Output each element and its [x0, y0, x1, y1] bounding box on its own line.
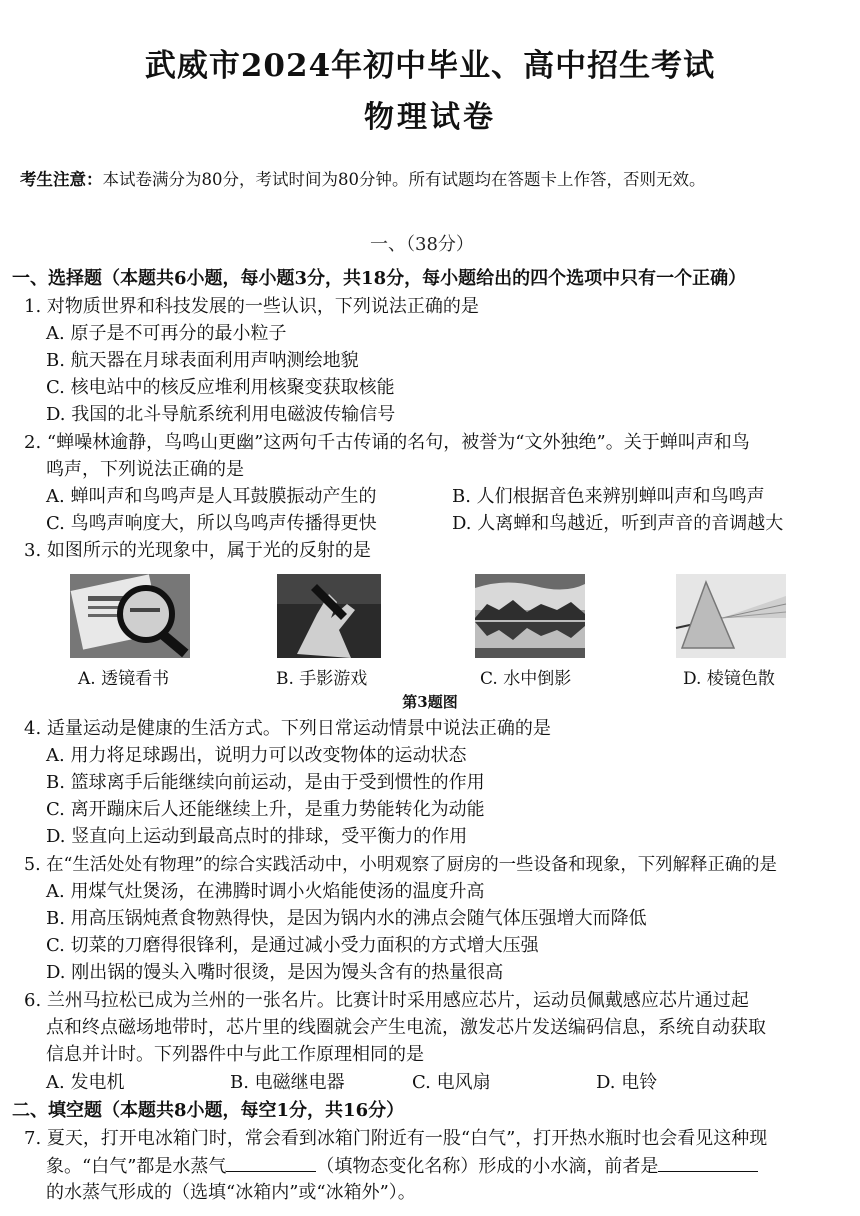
- figure-b-caption: B. 手影游戏: [276, 669, 368, 689]
- q7-line1: 7. 夏天，打开电冰箱门时，常会看到冰箱门附近有一股“白气”，打开热水瓶时也会看见这种现: [24, 1128, 768, 1149]
- figure-a-lens-photo: [70, 574, 190, 658]
- q2-option-b: B. 人们根据音色来辨别蝉叫声和鸟鸣声: [452, 486, 765, 507]
- q1-stem: 1. 对物质世界和科技发展的一些认识，下列说法正确的是: [24, 296, 479, 317]
- q4-option-c: C. 离开蹦床后人还能继续上升，是重力势能转化为动能: [46, 799, 485, 820]
- q6-option-a: A. 发电机: [46, 1072, 125, 1093]
- q4-option-d: D. 竖直向上运动到最高点时的排球，受平衡力的作用: [46, 826, 468, 847]
- notice-label: 考生注意：: [20, 170, 103, 189]
- q7-line2-part2: （填物态变化名称）形成的小水滴，前者是: [316, 1156, 659, 1177]
- q7-line3: 的水蒸气形成的（选填“冰箱内”或“冰箱外”）。: [46, 1182, 416, 1203]
- exam-title: 武威市2024年初中毕业、高中招生考试: [144, 48, 716, 84]
- q6-stem-line1: 6. 兰州马拉松已成为兰州的一张名片。比赛计时采用感应芯片，运动员佩戴感应芯片通过起: [24, 990, 749, 1011]
- q5-option-a: A. 用煤气灶煲汤，在沸腾时调小火焰能使汤的温度升高: [46, 881, 485, 902]
- q5-option-d: D. 刚出锅的馒头入嘴时很烫，是因为馒头含有的热量很高: [46, 962, 504, 983]
- q5-option-b: B. 用高压锅炖煮食物熟得快，是因为锅内水的沸点会随气体压强增大而降低: [46, 908, 647, 929]
- figure-d-prism-photo: [676, 574, 786, 658]
- q1-option-d: D. 我国的北斗导航系统利用电磁波传输信号: [46, 404, 396, 425]
- q6-stem-line2: 点和终点磁场地带时，芯片里的线圈就会产生电流，激发芯片发送编码信息，系统自动获取: [46, 1017, 766, 1038]
- figure-d-caption: D. 棱镜色散: [683, 669, 775, 689]
- q6-option-d: D. 电铃: [596, 1072, 658, 1093]
- exam-notice: [20, 166, 706, 190]
- figure-b-hand-shadow-photo: [277, 574, 381, 658]
- figure-c-water-reflection-photo: [475, 574, 585, 658]
- figure-caption: 第3题图: [402, 693, 458, 711]
- q2-option-d: D. 人离蝉和鸟越近，听到声音的音调越大: [452, 513, 784, 534]
- q4-option-a: A. 用力将足球踢出，说明力可以改变物体的运动状态: [46, 745, 467, 766]
- q1-option-a: A. 原子是不可再分的最小粒子: [46, 323, 287, 344]
- cut-off-heading: 一、（38分）: [370, 234, 474, 255]
- q7-line2: [46, 1153, 758, 1180]
- section1-heading: 一、选择题（本题共6小题，每小题3分，共18分，每小题给出的四个选项中只有一个正确）: [12, 268, 747, 289]
- q4-stem: 4. 适量运动是健康的生活方式。下列日常运动情景中说法正确的是: [24, 718, 551, 739]
- q3-stem: 3. 如图所示的光现象中，属于光的反射的是: [24, 540, 371, 561]
- q5-option-c: C. 切菜的刀磨得很锋利，是通过减小受力面积的方式增大压强: [46, 935, 539, 956]
- q5-stem: 5. 在“生活处处有物理”的综合实践活动中，小明观察了厨房的一些设备和现象，下列解释正确的是: [24, 855, 777, 875]
- q6-option-c: C. 电风扇: [412, 1072, 491, 1093]
- q2-option-c: C. 鸟鸣声响度大，所以鸟鸣声传播得更快: [46, 513, 377, 534]
- section2-heading: 二、填空题（本题共8小题，每空1分，共16分）: [12, 1100, 405, 1121]
- q2-stem-line2: 鸣声，下列说法正确的是: [46, 459, 244, 480]
- q4-option-b: B. 篮球离手后能继续向前运动，是由于受到惯性的作用: [46, 772, 485, 793]
- q1-option-c: C. 核电站中的核反应堆利用核聚变获取核能: [46, 377, 395, 398]
- q1-option-b: B. 航天器在月球表面利用声呐测绘地貌: [46, 350, 359, 371]
- q6-stem-line3: 信息并计时。下列器件中与此工作原理相同的是: [46, 1044, 424, 1065]
- exam-subtitle: 物理试卷: [364, 100, 496, 135]
- notice-text: 本试卷满分为80分，考试时间为80分钟。所有试题均在答题卡上作答，否则无效。: [102, 170, 706, 189]
- q6-option-b: B. 电磁继电器: [230, 1072, 345, 1093]
- q7-line2-part1: 象。“白气”都是水蒸气: [46, 1156, 227, 1177]
- q2-stem-line1: 2. “蝉噪林逾静，鸟鸣山更幽”这两句千古传诵的名句，被誉为“文外独绝”。关于蝉叫声和鸟: [24, 432, 750, 453]
- figure-c-caption: C. 水中倒影: [480, 669, 572, 689]
- figure-a-caption: A. 透镜看书: [78, 669, 170, 689]
- q7-answer-blank-1[interactable]: [226, 1153, 316, 1172]
- q2-option-a: A. 蝉叫声和鸟鸣声是人耳鼓膜振动产生的: [46, 486, 377, 507]
- q7-answer-blank-2[interactable]: [658, 1153, 758, 1172]
